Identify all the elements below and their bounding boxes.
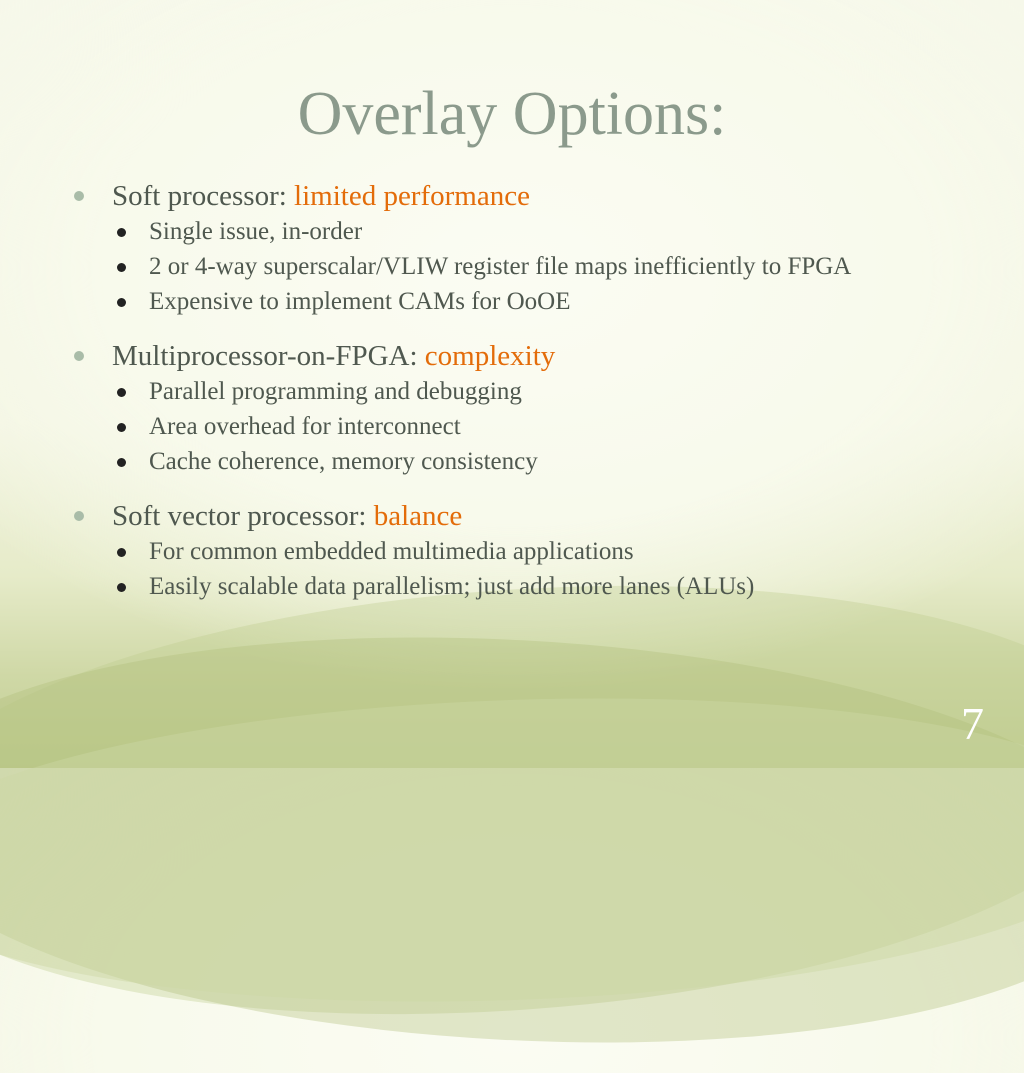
slide-title: Overlay Options:	[297, 80, 727, 148]
sub-bullet: Easily scalable data parallelism; just add more lanes (ALUs)	[112, 573, 968, 601]
background-swoosh	[0, 678, 1024, 1022]
bullet-label: Soft processor:	[112, 180, 295, 212]
bullet-group-soft-vector	[68, 498, 968, 601]
bullet-multiprocessor	[68, 338, 968, 374]
sub-bullet: Parallel programming and debugging	[112, 378, 968, 406]
bullet-group-multiprocessor	[68, 338, 968, 476]
sub-bullet-list	[112, 538, 968, 601]
sub-bullet: For common embedded multimedia applications	[112, 538, 968, 566]
background-swoosh	[0, 607, 1024, 1073]
bullet-label: Soft vector processor:	[112, 500, 374, 532]
slide-content	[68, 178, 968, 623]
sub-bullet: Expensive to implement CAMs for OoOE	[112, 288, 968, 316]
bullet-soft-processor	[68, 178, 968, 214]
bullet-highlight: balance	[373, 500, 463, 532]
slide-number: 7	[961, 698, 984, 749]
bullet-highlight: limited performance	[294, 180, 530, 212]
bullet-highlight: complexity	[424, 340, 556, 372]
sub-bullet-list	[112, 218, 968, 316]
bullet-group-soft-processor	[68, 178, 968, 316]
sub-bullet: Cache coherence, memory consistency	[112, 448, 968, 476]
sub-bullet: Area overhead for interconnect	[112, 413, 968, 441]
bullet-soft-vector	[68, 498, 968, 534]
sub-bullet-list	[112, 378, 968, 476]
sub-bullet: Single issue, in-order	[112, 218, 968, 246]
sub-bullet: 2 or 4-way superscalar/VLIW register file maps inefficiently to FPGA	[112, 253, 968, 281]
bullet-label: Multiprocessor-on-FPGA:	[112, 340, 425, 372]
